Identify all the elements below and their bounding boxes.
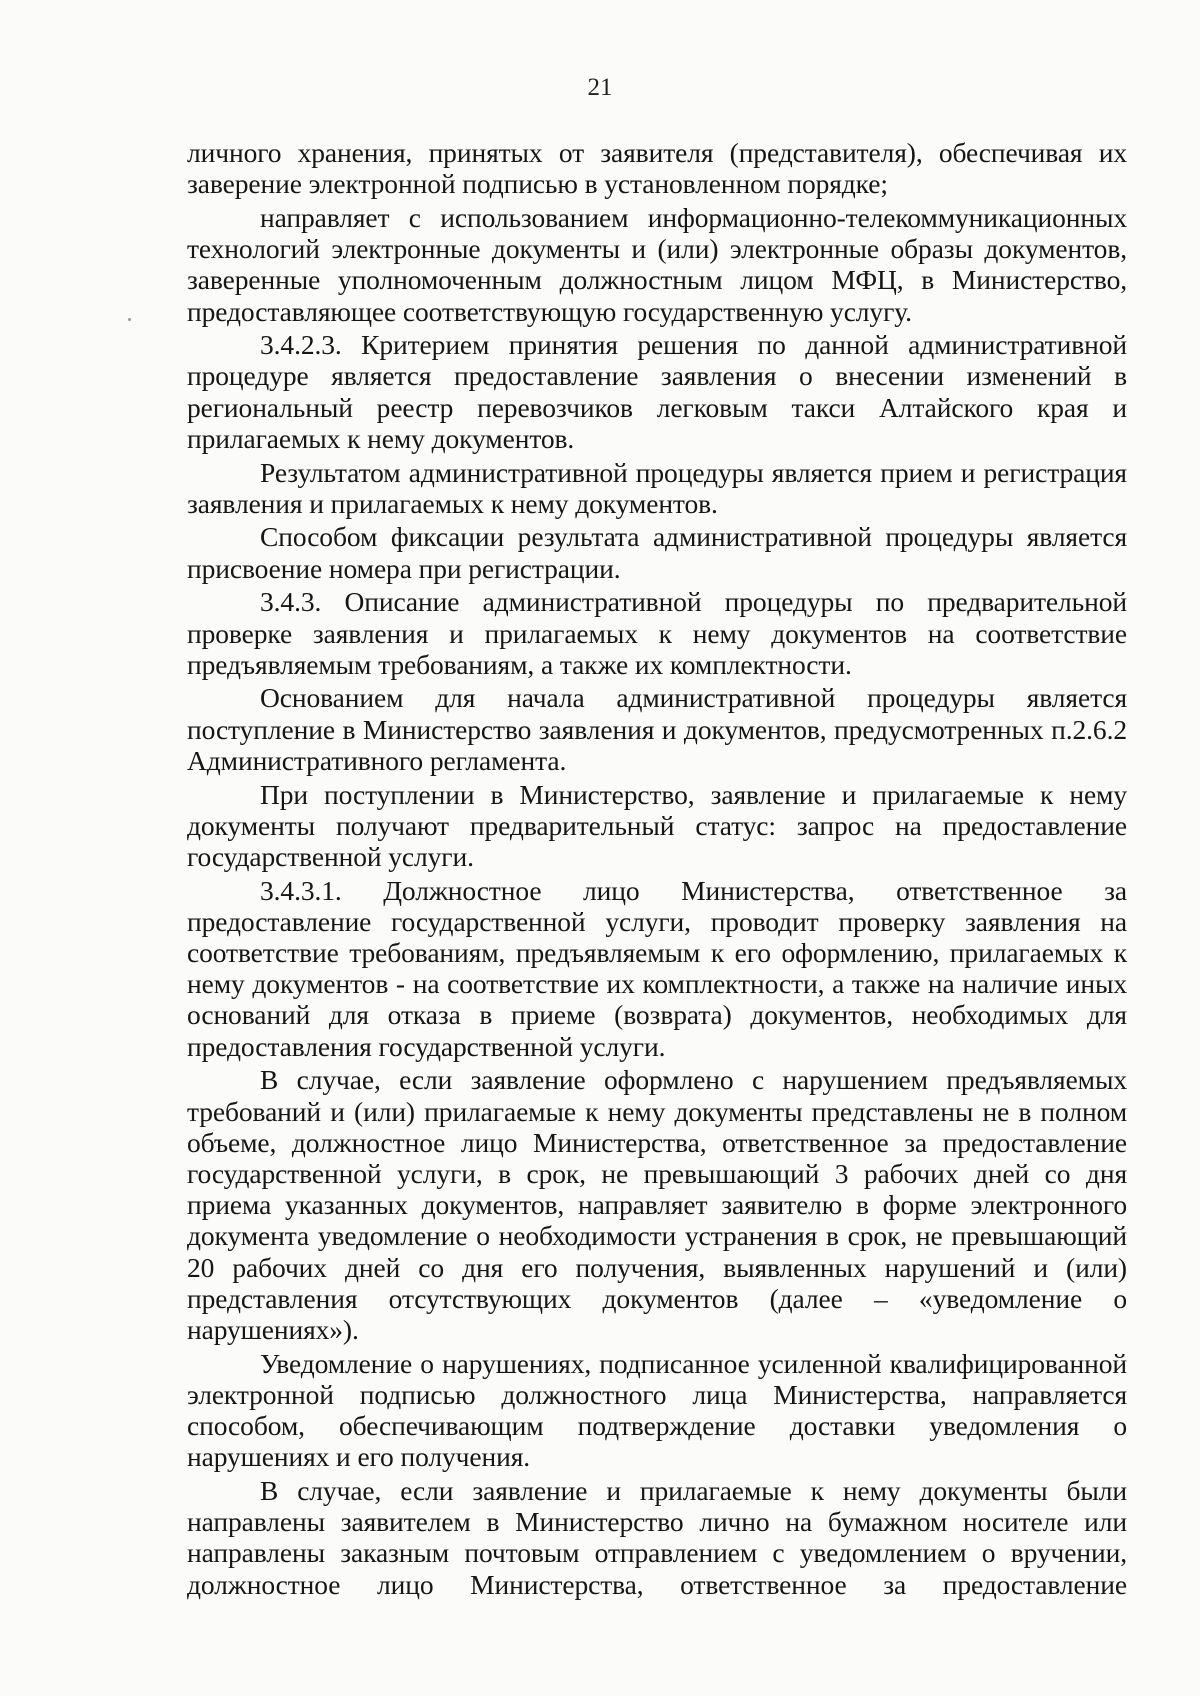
paragraph-8: При поступлении в Министерство, заявление и прилагаемые к нему документы получают предварительный статус: запрос на предоставление государственной услуги. [187, 778, 1127, 872]
paragraph-3: 3.4.2.3. Критерием принятия решения по данной административной процедуре является предоставление заявления о внесении изменений в региональный реестр перевозчиков легковым такси Алтайского края и прилагаемых к нему документов. [187, 329, 1127, 454]
paragraph-10: В случае, если заявление оформлено с нарушением предъявляемых требований и (или) прилагаемые к нему документы представлены не в полном объеме, должностное лицо Министерства, ответственное за предоставление государственной услуги, в срок, не превышающий 3 рабочих дней со дня приема указанных документов, направляет заявителю в форме электронного документа уведомление о необходимости устранения в срок, не превышающий 20 рабочих дней со дня его получения, выявленных нарушений и (или) представления отсутствующих документов (далее – «уведомление о нарушениях»). [187, 1064, 1127, 1346]
paragraph-9: 3.4.3.1. Должностное лицо Министерства, ответственное за предоставление государственной услуги, проводит проверку заявления на соответствие требованиям, предъявляемым к его оформлению, прилагаемых к нему документов - на соответствие их комплектности, а также на наличие иных оснований для отказа в приеме (возврата) документов, необходимых для предоставления государственной услуги. [187, 874, 1127, 1062]
paragraph-2: направляет с использованием информационно-телекоммуникационных технологий электронные документы и (или) электронные образы документов, заверенные уполномоченным должностным лицом МФЦ, в Министерство, предоставляющее соответствующую государственную услугу. [187, 201, 1127, 327]
scan-speck [128, 318, 131, 321]
paragraph-11: Уведомление о нарушениях, подписанное усиленной квалифицированной электронной подписью должностного лица Министерства, направляется способом, обеспечивающим подтверждение доставки уведомления о нарушениях и его получения. [187, 1347, 1127, 1473]
document-body [187, 137, 1127, 1602]
paragraph-7: Основанием для начала административной процедуры является поступление в Министерство заявления и документов, предусмотренных п.2.6.2 Административного регламента. [187, 682, 1127, 776]
paragraph-4: Результатом административной процедуры является прием и регистрация заявления и прилагаемых к нему документов. [187, 456, 1127, 519]
page-number: 21 [587, 74, 613, 101]
paragraph-1: личного хранения, принятых от заявителя (представителя), обеспечивая их заверение электронной подписью в установленном порядке; [187, 137, 1127, 200]
paragraph-5: Способом фиксации результата административной процедуры является присвоение номера при регистрации. [187, 521, 1127, 584]
paragraph-12: В случае, если заявление и прилагаемые к нему документы были направлены заявителем в Министерство лично на бумажном носителе или направлены заказным почтовым отправлением с уведомлением о вручении, должностное лицо Министерства, ответственное за предоставление [187, 1475, 1127, 1600]
paragraph-6: 3.4.3. Описание административной процедуры по предварительной проверке заявления и прилагаемых к нему документов на соответствие предъявляемым требованиям, а также их комплектности. [187, 586, 1127, 680]
